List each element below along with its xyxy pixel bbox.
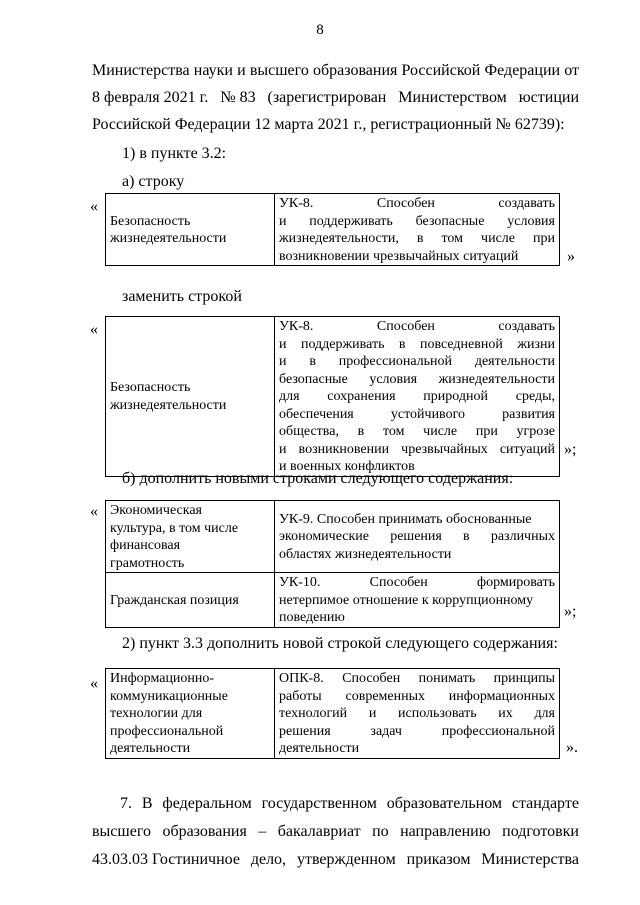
word: образовательном <box>386 795 503 812</box>
text-line: нетерпимое отношение к коррупционному <box>279 592 534 608</box>
close-quote: ». <box>566 739 578 756</box>
word: № 83 <box>220 89 256 106</box>
word: направлению <box>400 823 491 840</box>
text-line: технологии для <box>110 706 203 721</box>
text-line: деятельности <box>110 741 191 756</box>
word: (зарегистрирован <box>267 89 387 106</box>
text-line: и военных конфликтов <box>279 459 415 474</box>
word: Министерством <box>398 89 507 106</box>
item-1a: а) строку <box>122 173 185 190</box>
table-old-row <box>105 193 560 266</box>
text-line: грамотность <box>110 555 185 571</box>
item-7-line-3 <box>92 851 579 869</box>
table-opk-row <box>105 668 560 759</box>
word: юстиции <box>518 89 579 106</box>
text-line: обеспечения устойчивого развития <box>279 406 555 422</box>
word: 7. <box>120 795 132 812</box>
table-row <box>106 317 560 477</box>
text-line: коммуникационные <box>110 688 228 704</box>
word: приказом <box>406 851 471 868</box>
word: дело, <box>250 851 287 868</box>
item-7-line-2 <box>92 823 579 841</box>
text-line: возникновении чрезвычайных ситуаций <box>279 248 519 264</box>
word: Министерства <box>92 62 190 79</box>
word: от <box>564 62 579 79</box>
item-7-line-1 <box>120 795 579 813</box>
text-line: УК-10. Способен формировать <box>279 575 555 590</box>
intro-line-1 <box>92 62 579 80</box>
word: и <box>237 62 246 79</box>
text-line: Гражданская позиция <box>110 592 239 608</box>
word: федеральном <box>162 795 252 812</box>
text-line: жизнедеятельности, в том числе при <box>279 231 555 246</box>
competence-name-cell <box>106 501 275 573</box>
replace-with: заменить строкой <box>122 288 242 305</box>
text-line: и в профессиональной деятельности <box>279 354 555 369</box>
word: – <box>258 823 267 840</box>
table-row <box>106 669 560 759</box>
open-quote: « <box>90 503 98 520</box>
close-quote: » <box>567 248 575 265</box>
competence-name-cell: Безопасность жизнедеятельности <box>106 317 275 477</box>
text-line: Информационно- <box>110 671 215 686</box>
word: государственном <box>261 795 377 812</box>
page-number: 8 <box>316 22 324 38</box>
word: Федерации <box>484 62 561 79</box>
text-line: для сохранения природной среды, <box>279 389 555 404</box>
word: 43.03.03 Гостиничное <box>92 851 240 868</box>
word: образования <box>162 823 247 840</box>
text-line: культура, в том числе <box>110 520 239 536</box>
table-row <box>106 501 560 573</box>
competence-description-cell <box>275 194 560 266</box>
text-line: профессиональной <box>110 723 224 739</box>
open-quote: « <box>90 198 98 215</box>
text-line: деятельности <box>279 741 360 756</box>
word: подготовки <box>502 823 579 840</box>
word: высшего <box>249 62 309 79</box>
text-line: ОПК-8. Способен понимать принципы <box>279 671 555 686</box>
competence-description-cell <box>275 669 560 759</box>
intro-line-3: Российской Федерации 12 марта 2021 г., регистрационный № 62739): <box>92 116 565 133</box>
competence-description-cell <box>275 501 560 573</box>
competence-description-cell <box>275 317 560 477</box>
item-2: 2) пункт 3.3 дополнить новой строкой следующего содержания: <box>122 635 558 652</box>
item-1: 1) в пункте 3.2: <box>122 145 227 162</box>
intro-line-2 <box>92 89 579 107</box>
text-line: экономические решения в различных <box>279 529 555 545</box>
open-quote: « <box>90 675 98 692</box>
text-line: финансовая <box>110 538 181 553</box>
competence-name-cell <box>106 669 275 759</box>
text-line: УК-9. Способен принимать обоснованные <box>279 511 532 527</box>
text-line: Экономическая <box>110 503 202 518</box>
table-row <box>106 573 560 628</box>
word: В <box>141 795 153 812</box>
word: бакалавриат <box>277 823 361 840</box>
word: высшего <box>92 823 151 840</box>
table-new-row <box>105 316 560 477</box>
close-quote: »; <box>564 441 577 458</box>
table-row <box>106 194 560 266</box>
competence-name-cell: Безопасность жизнедеятельности <box>106 194 275 266</box>
word: по <box>372 823 389 840</box>
word: утвержденном <box>296 851 396 868</box>
close-quote: »; <box>564 603 577 620</box>
text-line: УК-8. Способен создавать <box>279 319 555 334</box>
competence-description-cell <box>275 573 560 628</box>
word: Российской <box>401 62 481 79</box>
table-added-rows <box>105 500 560 628</box>
text-line: безопасные условия жизнедеятельности <box>279 371 555 387</box>
text-line: и возникновении чрезвычайных ситуаций <box>279 441 555 457</box>
text-line: поведению <box>279 610 345 625</box>
text-line: решения задач профессиональной <box>279 723 555 739</box>
text-line: технологий и использовать их для <box>279 706 555 721</box>
text-line: областях жизнедеятельности <box>279 546 452 562</box>
text-line: общества, в том числе при угрозе <box>279 424 555 439</box>
text-line: и поддерживать безопасные условия <box>279 213 555 229</box>
word: образования <box>312 62 398 79</box>
word: стандарте <box>511 795 579 812</box>
text-line: УК-8. Способен создавать <box>279 196 555 211</box>
word: науки <box>193 62 233 79</box>
word: Министерства <box>481 851 579 868</box>
item-1b: б) дополнить новыми строками следующего содержания: <box>122 470 514 487</box>
text-line: и поддерживать в повседневной жизни <box>279 336 555 352</box>
word: 8 февраля 2021 г. <box>92 89 209 106</box>
open-quote: « <box>90 321 98 338</box>
competence-name-cell <box>106 573 275 628</box>
text-line: работы современных информационных <box>279 688 555 704</box>
